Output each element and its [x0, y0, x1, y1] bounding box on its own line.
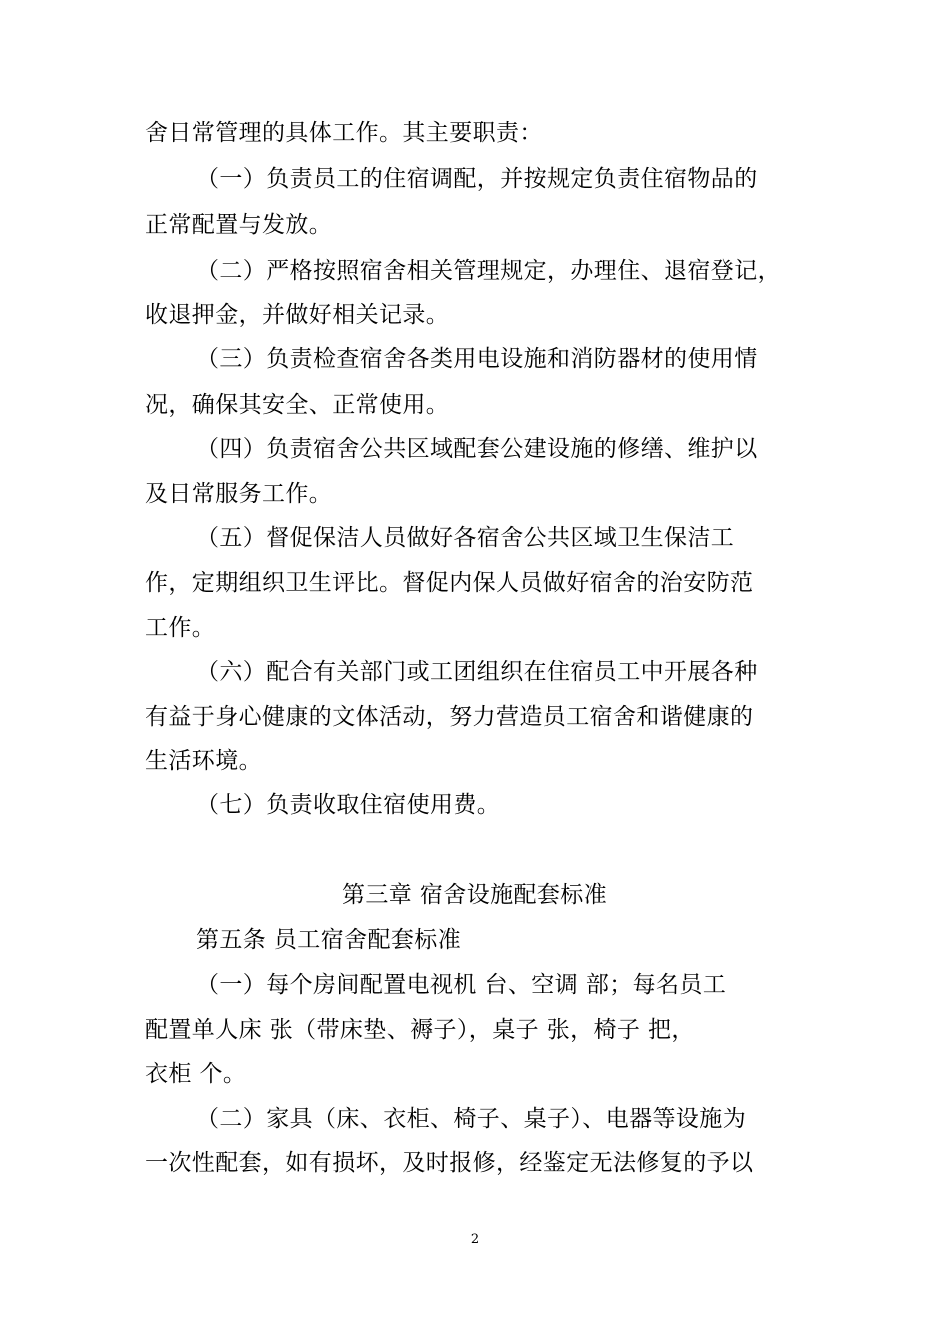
paragraph-line: 作，定期组织卫生评比。督促内保人员做好宿舍的治安防范 — [145, 570, 754, 596]
paragraph-line: 有益于身心健康的文体活动，努力营造员工宿舍和谐健康的 — [145, 704, 754, 730]
paragraph-line: 及日常服务工作。 — [145, 481, 333, 507]
paragraph-line: 收退押金，并做好相关记录。 — [145, 302, 450, 328]
standard-item-2: （二）家具（床、衣柜、椅子、桌子）、电器等设施为 — [196, 1106, 747, 1132]
paragraph-line: 衣柜 个。 — [145, 1061, 247, 1087]
duty-item-6: （六）配合有关部门或工团组织在住宿员工中开展各种 — [196, 659, 758, 685]
duty-item-1: （一）负责员工的住宿调配，并按规定负责住宿物品的 — [196, 166, 758, 192]
paragraph-line: 况，确保其安全、正常使用。 — [145, 392, 450, 418]
duty-item-3: （三）负责检查宿舍各类用电设施和消防器材的使用情 — [196, 346, 758, 372]
duty-item-4: （四）负责宿舍公共区域配套公建设施的修缮、维护以 — [196, 436, 758, 462]
page-number: 2 — [470, 1232, 480, 1247]
paragraph-line: 正常配置与发放。 — [145, 212, 333, 238]
paragraph-line: 配置单人床 张（带床垫、褥子），桌子 张，椅子 把， — [145, 1017, 695, 1043]
duty-item-7: （七）负责收取住宿使用费。 — [196, 792, 501, 818]
standard-item-1: （一）每个房间配置电视机 台、空调 部；每名员工 — [196, 972, 727, 998]
paragraph-line: 舍日常管理的具体工作。其主要职责： — [145, 120, 543, 146]
paragraph-line: 一次性配套，如有损坏，及时报修，经鉴定无法修复的予以 — [145, 1150, 754, 1176]
duty-item-2: （二）严格按照宿舍相关管理规定，办理住、退宿登记， — [196, 258, 781, 284]
chapter-heading: 第三章 宿舍设施配套标准 — [342, 882, 608, 908]
duty-item-5: （五）督促保洁人员做好各宿舍公共区域卫生保洁工 — [196, 525, 735, 551]
paragraph-line: 工作。 — [145, 615, 216, 641]
article-heading: 第五条 员工宿舍配套标准 — [196, 927, 462, 953]
paragraph-line: 生活环境。 — [145, 748, 262, 774]
